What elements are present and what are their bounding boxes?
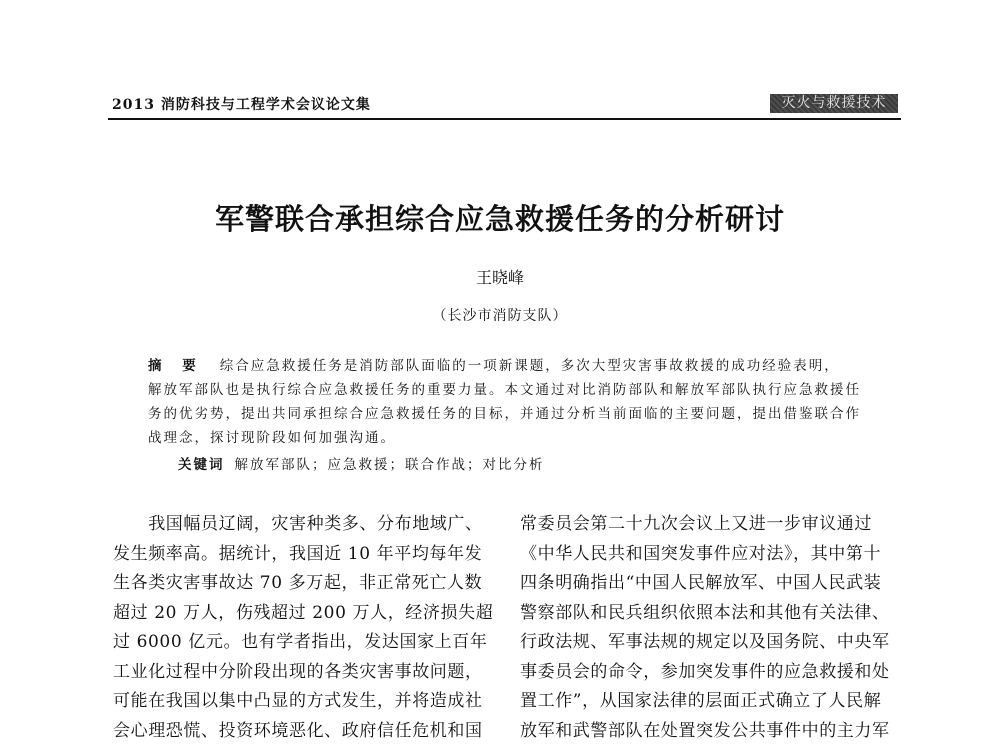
body-column-left [113,510,497,746]
author-affiliation: （长沙市消防支队） [0,305,1000,325]
body-line: 四条明确指出“中国人民解放军、中国人民武装 [520,569,904,599]
body-line: 《中华人民共和国突发事件应对法》，其中第十 [520,540,904,570]
keywords-label: 关键词 [178,457,225,473]
abstract [148,354,878,450]
abstract-line: 务的优劣势，提出共同承担综合应急救援任务的目标，并通过分析当前面临的主要问题，提出借鉴联合作 [148,402,878,426]
body-column-right [520,510,904,746]
header-divider [108,118,901,120]
article-title: 军警联合承担综合应急救援任务的分析研讨 [0,197,1000,238]
body-line: 行政法规、军事法规的规定以及国务院、中央军 [520,628,904,658]
keywords-text: 解放军部队；应急救援；联合作战；对比分析 [235,457,545,473]
body-line: 超过 20 万人，伤残超过 200 万人，经济损失超 [113,599,497,629]
body-line: 放军和武警部队在处置突发公共事件中的主力军 [520,717,904,746]
section-tag: 灭火与救援技术 [770,94,898,113]
keywords [178,453,878,473]
body-line: 置工作”，从国家法律的层面正式确立了人民解 [520,687,904,717]
body-line: 生各类灾害事故达 70 多万起，非正常死亡人数 [113,569,497,599]
body-line: 可能在我国以集中凸显的方式发生，并将造成社 [113,687,497,717]
author-name: 王晓峰 [0,265,1000,288]
body-line: 会心理恐慌、投资环境恶化、政府信任危机和国 [113,717,497,746]
running-header: 2013 消防科技与工程学术会议论文集 [112,94,371,114]
body-line: 警察部队和民兵组织依照本法和其他有关法律、 [520,599,904,629]
abstract-line: 战理念，探讨现阶段如何加强沟通。 [148,426,878,450]
body-line: 常委员会第二十九次会议上又进一步审议通过 [520,510,904,540]
body-line: 我国幅员辽阔，灾害种类多、分布地域广、 [113,510,497,540]
abstract-label: 摘 要 [148,358,204,374]
abstract-line [148,354,878,378]
abstract-line: 解放军部队也是执行综合应急救援任务的重要力量。本文通过对比消防部队和解放军部队执行应急救援任 [148,378,878,402]
body-line: 发生频率高。据统计，我国近 10 年平均每年发 [113,540,497,570]
body-line: 工业化过程中分阶段出现的各类灾害事故问题， [113,658,497,688]
body-line: 事委员会的命令，参加突发事件的应急救援和处 [520,658,904,688]
abstract-text: 综合应急救援任务是消防部队面临的一项新课题，多次大型灾害事故救援的成功经验表明， [220,358,840,374]
body-line: 过 6000 亿元。也有学者指出，发达国家上百年 [113,628,497,658]
